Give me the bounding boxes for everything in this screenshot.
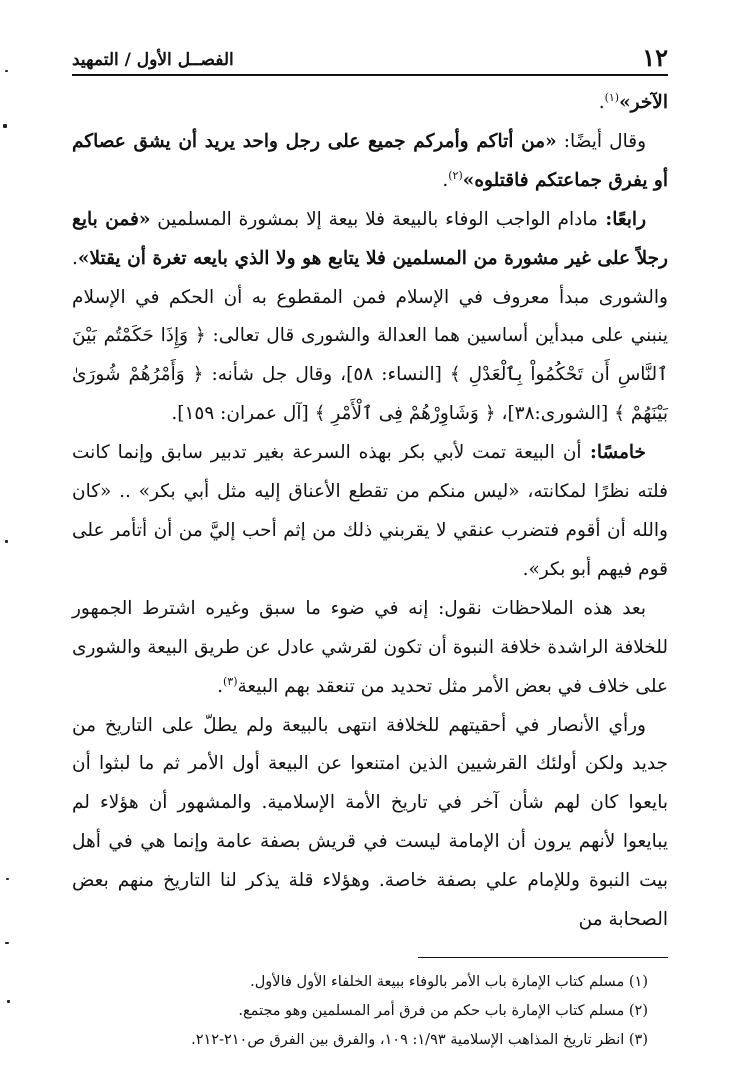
footnote-separator: [418, 957, 668, 958]
paragraph-5: بعد هذه الملاحظات نقول: إنه في ضوء ما سبق وغيره اشترط الجمهور للخلافة الراشدة خلافة النبوة أن تكون لقرشي عادل عن طريق البيعة والشورى على خلاف في بعض الأمر مثل تحديد من تنعقد بهم البيعة$^{(٣)}$.: [72, 597, 668, 697]
footnote-ref-1: (١): [604, 90, 620, 104]
book-page: [72, 40, 668, 1050]
chapter-title: الفصــل الأول / التمهيد: [72, 50, 234, 70]
running-header: [72, 40, 668, 76]
quote-end: الآخر»: [619, 92, 668, 113]
footnote-3: (٣) انظر تاريخ المذاهب الإسلامية ١/٩٣: ١٠٩، والفرق بين الفرق ص٢١٠-٢١٢.: [191, 1032, 648, 1048]
footnote-2: (٢) مسلم كتاب الإمارة باب حكم من فرق أمر المسلمين وهو مجتمع.: [238, 1003, 648, 1019]
paragraph-2-lead: وقال أيضًا:: [556, 130, 647, 152]
paragraph-1: الآخر»$^{(١)}$.: [598, 90, 668, 113]
footnote-1: (١) مسلم كتاب الإمارة باب الأمر بالوفاء ببيعة الخلفاء الأول فالأول.: [250, 974, 648, 990]
hadith-quote: «فمن بايع رجلاً على غير مشورة من المسلمين فلا يتابع هو ولا الذي بايعه تغرة أن يقتلا»: [72, 208, 668, 269]
paragraph-6: ورأي الأنصار في أحقيتهم للخلافة انتهى بالبيعة ولم يطلّ على التاريخ من جديد ولكن أولئك القرشيين الذين امتنعوا عن البيعة أول الأمر ثم ما لبثوا أن بايعوا كان لهم شأن آخر في تاريخ الأمة الإسلامية. والمشهور أن هؤلاء لم يبايعوا لأنهم يرون أن الإمامة ليست في قريش بصفة عامة وإنما هي في أهل بيت النبوة وللإمام علي بصفة خاصة. وهؤلاء قلة يذكر لنا التاريخ منهم بعض الصحابة من: [72, 714, 668, 931]
footnotes: [72, 968, 668, 1055]
scan-speck: [7, 1000, 10, 1003]
point-five-label: خامسًا:: [581, 442, 646, 464]
scan-speck: [5, 540, 8, 543]
scan-speck: [5, 70, 8, 72]
point-four-label: رابعًا:: [597, 208, 646, 230]
paragraph-4: خامسًا: أن البيعة تمت لأبي بكر بهذه السرعة بغير تدبير سابق وإنما كانت فلته نظرًا لمكانته، «ليس منكم من تقطع الأعناق إليه مثل أبي بكر» .. «كان والله أن أقوم فتضرب عنقي لا يقربني ذلك من إثم أحب إليَّ من أن أتأمر على قوم فيهم أبو بكر».: [72, 442, 668, 580]
scan-speck: [3, 124, 7, 128]
page-number: ١٢: [642, 43, 668, 72]
main-text: [72, 84, 668, 940]
scan-speck: [5, 942, 9, 944]
paragraph-2: وقال أيضًا: «من أتاكم وأمركم جميع على رجل واحد يريد أن يشق عصاكم أو يفرق جماعتكم فاقتلوه»$^{(٢)}$.: [72, 130, 668, 191]
footnote-ref-3: (٣): [222, 674, 238, 688]
scan-speck: [6, 878, 9, 880]
paragraph-3: رابعًا: مادام الواجب الوفاء بالبيعة فلا بيعة إلا بمشورة المسلمين «فمن بايع رجلاً على غير مشورة من المسلمين فلا يتابع هو ولا الذي بايعه تغرة أن يقتلا». والشورى مبدأ معروف في الإسلام فمن المقطوع به أن الحكم في الإسلام ينبني على مبدأين أساسين هما العدالة والشورى قال تعالى: ﴿ وَإِذَا حَكَمْتُم بَيْنَ ٱلنَّاسِ أَن تَحْكُمُواْ بِٱلْعَدْلِ ﴾ [النساء: ٥٨]، وقال جل شأنه: ﴿ وَأَمْرُهُمْ شُورَىٰ بَيْنَهُمْ ﴾ [الشورى:٣٨]، ﴿ وَشَاوِرْهُمْ فِى ٱلْأَمْرِ ﴾ [آل عمران: ١٥٩].: [72, 208, 668, 425]
footnote-ref-2: (٢): [448, 168, 463, 182]
hadith-quote: «من أتاكم وأمركم جميع على رجل واحد يريد أن يشق عصاكم أو يفرق جماعتكم فاقتلوه»: [72, 130, 668, 191]
